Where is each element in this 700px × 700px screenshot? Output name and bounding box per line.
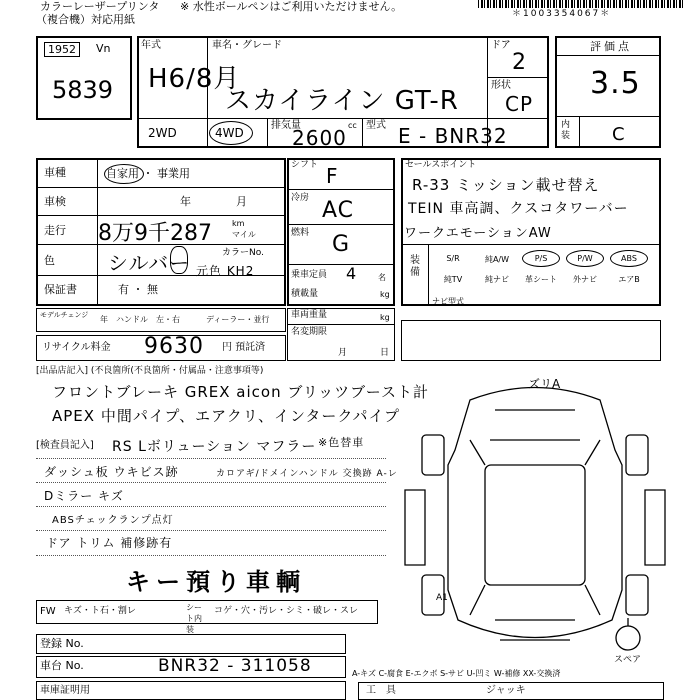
defects-header: [出品店記入] (不良箇所(不良箇所・付属品・注意事項等) (36, 366, 264, 376)
inspector-first: RS Lボリューション マフラー (112, 439, 317, 455)
cert-label: 車庫証明用 (40, 685, 90, 696)
seat-label: シート内装 (186, 603, 202, 634)
damage-legend: A-キズ C-腐食 E-エクボ S-サビ U-凹ミ W-補修 XX-交換済 (352, 669, 561, 678)
sales-point-3: ワークエモーションAW (404, 226, 552, 241)
equipment-item: P/S (522, 250, 560, 267)
inspector-note: ※色替車 (318, 436, 365, 449)
color-value: シルバー (108, 251, 191, 275)
inspector-line-2: カロアギ/ドメインハンドル 交換跡 A-レ (216, 469, 398, 479)
reg-label: 登録 No. (40, 637, 84, 650)
rating-label: 評価点 (590, 40, 632, 53)
barcode-serial: ＊1003354067＊ (512, 9, 612, 19)
name-label: 車名・グレード (212, 40, 282, 51)
later-box (401, 320, 661, 361)
mileage-label: 走行 (44, 224, 66, 237)
color-no-label: カラーNo. (222, 248, 264, 258)
door-value: 2 (512, 50, 527, 75)
mileage-value: 8万9千287 (98, 221, 212, 246)
weight-unit: kg (380, 313, 390, 322)
fw-row: キズ・ト石・割レ (64, 606, 136, 616)
equipment-item: 純TV (443, 275, 463, 284)
displacement-value: 2600 (292, 126, 347, 150)
spare-label: スペア (614, 655, 642, 665)
chassis-label: 車台 No. (40, 659, 84, 672)
header-printer-note: カラーレーザープリンタ (40, 0, 160, 13)
mileage-unit: km マイル (232, 219, 256, 239)
diagram-left-note: A1 (436, 593, 448, 603)
sales-point-1: R-33 ミッション載せ替え (412, 176, 600, 194)
load-label: 積載量 (291, 289, 319, 299)
name-value: スカイライン GT-R (225, 86, 459, 116)
lot-small-number: 1952 (44, 42, 80, 57)
interior-label: 内装 (561, 120, 571, 141)
tools-label: 工 具 (366, 685, 396, 696)
inspector-header: [検査員記入] (36, 440, 94, 451)
header-pen-note: ※ 水性ボールペンはご利用いただけません。 (180, 0, 403, 13)
inspection-year-unit: 年 (180, 195, 191, 208)
interior-value: C (612, 124, 626, 145)
model-label: 型式 (366, 120, 386, 131)
header-paper-note: （複合機）対応用紙 (36, 13, 135, 26)
diagram-top-note: ズリA (528, 377, 561, 391)
barcode (478, 0, 684, 8)
defect-line-1: フロントブレーキ GREX aicon ブリッツブースト計 (52, 383, 429, 401)
year-value: H6/8月 (148, 64, 241, 94)
shape-label: 形状 (491, 80, 511, 91)
drive-4wd: 4WD (215, 126, 244, 140)
nav-label: ナビ型式 (432, 297, 464, 306)
recycle-label: リサイクル料金 (42, 342, 111, 353)
equipment-item: 革シート (525, 275, 557, 284)
dealer-label: ディーラー・並行 (206, 315, 270, 324)
equipment-item: P/W (566, 250, 604, 267)
weight-label: 車両重量 (291, 310, 328, 320)
equipment-item: エアB (618, 275, 640, 284)
fuel-value: G (332, 232, 351, 257)
name-change-day: 日 (380, 348, 390, 358)
capacity-label: 乗車定員 (291, 270, 328, 280)
key-notice: キー預り車輌 (126, 568, 306, 596)
body-type-value: 自家用 ・ 事業用 (106, 167, 190, 180)
name-change-month: 月 (338, 348, 348, 358)
chassis-value: BNR32 - 311058 (158, 656, 312, 676)
sales-point-label: セールスポイント (405, 160, 477, 170)
year-label: 年式 (141, 40, 161, 51)
shape-value: CP (505, 92, 534, 116)
inspector-line-5: ドア トリム 補修跡有 (46, 536, 173, 550)
inspector-line-4: ABSチェックランプ点灯 (52, 515, 174, 526)
inspector-line-3: Dミラー キズ (44, 489, 124, 503)
capacity-value: 4 (346, 264, 358, 283)
name-change-label: 名変期限 (291, 327, 328, 337)
cooling-value: AC (322, 198, 355, 223)
recycle-deposit: 円 預託済 (222, 342, 266, 353)
lot-number: 5839 (52, 76, 114, 104)
handle-label: 年 ハンドル 左・右 (100, 315, 180, 324)
rating-value: 3.5 (590, 66, 641, 101)
equipment-item: 純ナビ (485, 275, 509, 284)
lot-box (36, 36, 132, 120)
lot-suffix: Vn (96, 42, 111, 55)
model-change-label: モデルチェンジ (40, 311, 89, 319)
displacement-label: 排気量 (271, 120, 301, 131)
defect-line-2: APEX 中間パイプ、エアクリ、インタークパイプ (52, 407, 401, 425)
color-label: 色 (44, 254, 55, 267)
inspection-month-unit: 月 (236, 195, 247, 208)
drive-2wd: 2WD (148, 126, 177, 140)
cc-label: cc (348, 121, 357, 130)
cooling-label: 冷房 (291, 193, 310, 203)
seat-row: コゲ・穴・汚レ・シミ・破レ・スレ (214, 606, 359, 616)
equipment-item: S/R (446, 254, 460, 263)
color-note: 元色 KH2 (196, 264, 255, 278)
load-unit: kg (380, 290, 390, 299)
model-value: E - BNR32 (398, 124, 508, 148)
recycle-value: 9630 (144, 334, 204, 359)
equipment-label: 装備 (410, 255, 420, 278)
jack-label: ジャッキ (486, 685, 526, 696)
inspection-label: 車検 (44, 195, 66, 208)
sales-point-2: TEIN 車高調、クスコタワーバー (408, 201, 629, 217)
equipment-item: 純A/W (484, 255, 510, 264)
capacity-unit: 名 (378, 273, 386, 282)
body-type-label: 車種 (44, 166, 66, 179)
fuel-label: 燃料 (291, 228, 310, 238)
equipment-grid (430, 250, 658, 290)
color-mark (170, 246, 188, 274)
equipment-item: 外ナビ (573, 275, 597, 284)
door-label: ドア (491, 40, 511, 51)
warranty-opts: 有 ・ 無 (118, 283, 158, 296)
shift-label: シフト (291, 160, 319, 170)
equipment-item: ABS (610, 250, 648, 267)
car-diagram (400, 370, 670, 670)
warranty-label: 保証書 (44, 283, 77, 296)
inspector-line-1: ダッシュ板 ウキビス跡 (44, 465, 179, 479)
shift-value: F (326, 164, 339, 188)
